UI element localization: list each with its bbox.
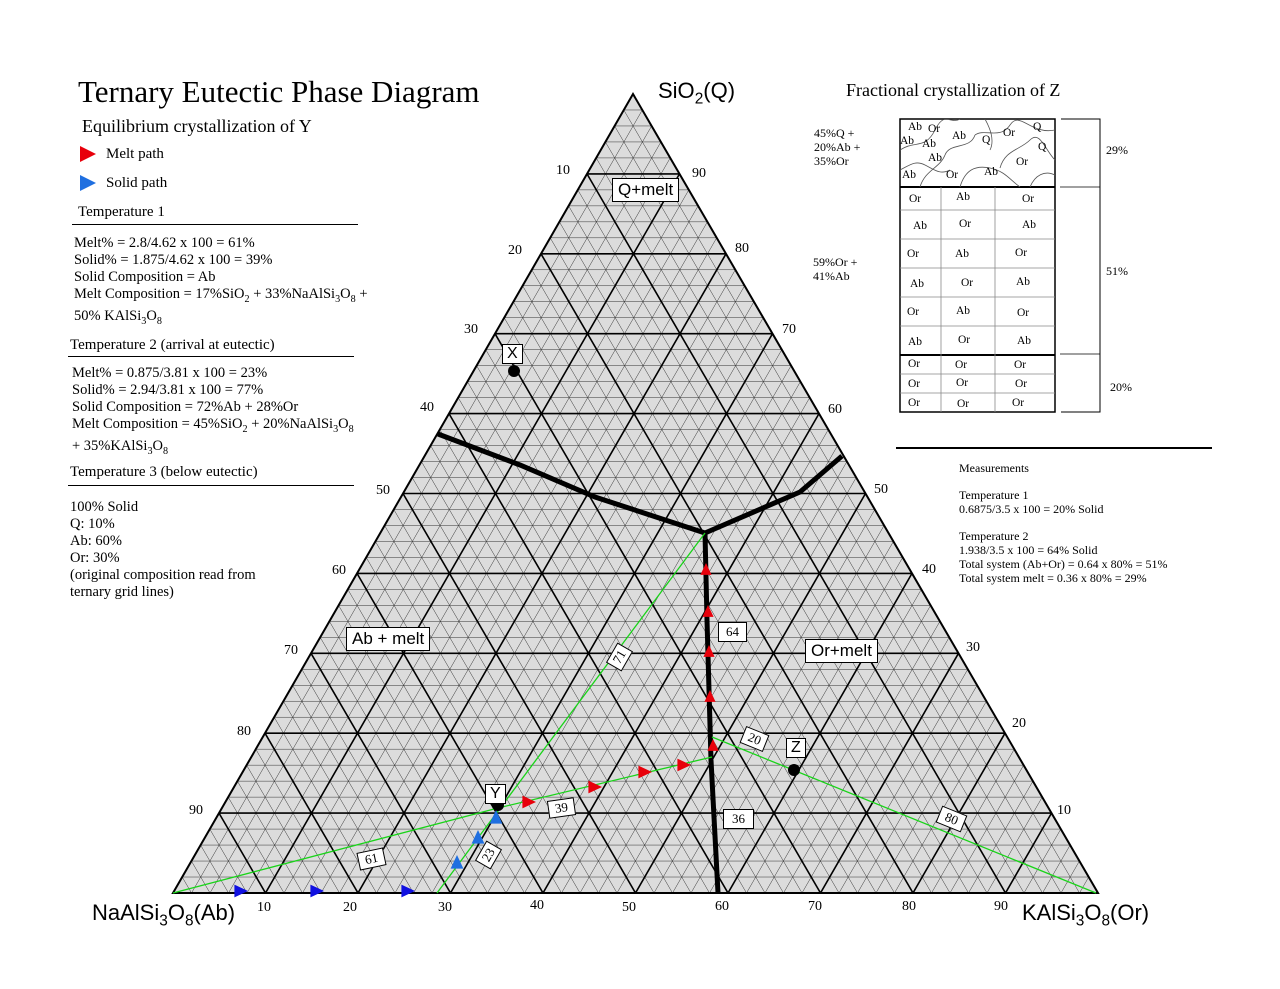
left-tick-60: 60 bbox=[332, 563, 346, 578]
temp2-text: Melt% = 0.875/3.81 x 100 = 23% Solid% = 2.94/3.81 x 100 = 77% Solid Composition = 72%Ab + 28%Or Melt Composition = $45\%SiO_2 + 20\%NaAlSi_3O_8$ + $35\%KAlSi_3O_8$ bbox=[72, 365, 354, 457]
frac-mid-cell: Ab bbox=[956, 305, 971, 317]
frac-top-mineral: Or bbox=[1003, 127, 1016, 139]
right-tick-20: 20 bbox=[1012, 716, 1026, 731]
measurements-temp2: Temperature 2 1.938/3.5 x 100 = 64% Solid Total system (Ab+Or) = 0.64 x 80% = 51% Total system melt = 0.36 x 80% = 29% bbox=[959, 529, 1168, 585]
frac-top-mineral: Ab bbox=[952, 130, 967, 142]
point-label-x: X bbox=[502, 344, 523, 364]
line-label-80: 80 bbox=[936, 806, 968, 833]
frac-bot-cell: Or bbox=[956, 377, 969, 389]
temp2-rule bbox=[68, 356, 354, 357]
vertex-label-albite: $NaAlSi_3O_8(Ab)$ bbox=[92, 900, 236, 930]
solid-path-legend-label: Solid path bbox=[106, 175, 168, 191]
frac-top-mineral: Ab bbox=[984, 166, 999, 178]
point-label-y: Y bbox=[485, 784, 506, 804]
frac-mid-cell: Ab bbox=[908, 336, 923, 348]
frac-mid-cell: Ab bbox=[910, 278, 925, 290]
fractional-title: Fractional crystallization of Z bbox=[846, 80, 1061, 100]
frac-bot-cell: Or bbox=[908, 397, 921, 409]
frac-bot-cell: Or bbox=[957, 398, 970, 410]
line-label-71: 71 bbox=[606, 643, 633, 672]
temp2-header: Temperature 2 (arrival at eutectic) bbox=[70, 337, 275, 353]
frac-mid-cell: Or bbox=[1015, 247, 1028, 259]
frac-bot-cell: Or bbox=[908, 378, 921, 390]
frac-mid-cell: Ab bbox=[1022, 219, 1037, 231]
frac-pct-51: 51% bbox=[1106, 264, 1128, 278]
frac-column-outline bbox=[900, 119, 1055, 412]
frac-top-mineral: Ab bbox=[908, 121, 923, 133]
frac-mid-cell: Or bbox=[909, 193, 922, 205]
frac-mid-cell: Or bbox=[961, 277, 974, 289]
field-label-ab-melt: Ab + melt bbox=[346, 627, 430, 651]
frac-mid-cell: Or bbox=[1022, 193, 1035, 205]
bottom-tick-30: 30 bbox=[438, 900, 452, 915]
frac-comp-mid: 59%Or + 41%Ab bbox=[813, 255, 858, 283]
vertex-label-sio2: SiO$_2$(Q) bbox=[658, 78, 736, 108]
left-tick-30: 30 bbox=[464, 322, 478, 337]
line-label-20: 20 bbox=[740, 726, 770, 752]
frac-mid-cell: Ab bbox=[955, 248, 970, 260]
temp3-rule bbox=[68, 485, 354, 486]
frac-comp-top: 45%Q + 20%Ab + 35%Or bbox=[814, 126, 861, 168]
melt-path-legend-label: Melt path bbox=[106, 146, 164, 162]
frac-bot-cell: Or bbox=[908, 358, 921, 370]
frac-mid-cell: Ab bbox=[1017, 335, 1032, 347]
frac-mid-cell: Ab bbox=[1016, 276, 1031, 288]
frac-pct-20: 20% bbox=[1110, 380, 1132, 394]
page-title: Ternary Eutectic Phase Diagram bbox=[78, 74, 480, 109]
frac-mid-cell: Or bbox=[907, 248, 920, 260]
temp3-text: 100% Solid Q: 10% Ab: 60% Or: 30% (original composition read from ternary grid lines) bbox=[70, 499, 256, 600]
right-tick-40: 40 bbox=[922, 562, 936, 577]
left-tick-10: 10 bbox=[556, 163, 570, 178]
left-tick-80: 80 bbox=[237, 724, 251, 739]
line-label-36: 36 bbox=[723, 809, 754, 829]
page-subtitle: Equilibrium crystallization of Y bbox=[82, 116, 312, 136]
frac-mid-cell: Or bbox=[959, 218, 972, 230]
right-tick-30: 30 bbox=[966, 640, 980, 655]
point-x-dot bbox=[508, 365, 520, 377]
field-label-or-melt: Or+melt bbox=[805, 639, 878, 663]
solid-path-legend-icon bbox=[80, 175, 96, 191]
temp1-header: Temperature 1 bbox=[78, 204, 165, 220]
right-tick-90: 90 bbox=[692, 166, 706, 181]
bottom-tick-20: 20 bbox=[343, 900, 357, 915]
right-tick-70: 70 bbox=[782, 322, 796, 337]
frac-top-mineral: Or bbox=[928, 123, 941, 135]
right-tick-10: 10 bbox=[1057, 803, 1071, 818]
field-label-q-melt: Q+melt bbox=[612, 178, 679, 202]
frac-top-mineral: Q bbox=[1033, 121, 1042, 133]
bottom-tick-70: 70 bbox=[808, 899, 822, 914]
frac-top-mineral: Ab bbox=[922, 138, 937, 150]
point-label-z: Z bbox=[786, 738, 806, 758]
temp1-rule bbox=[72, 224, 358, 225]
frac-pct-29: 29% bbox=[1106, 143, 1128, 157]
frac-top-mineral: Ab bbox=[902, 169, 917, 181]
bottom-tick-40: 40 bbox=[530, 898, 544, 913]
frac-bot-cell: Or bbox=[1012, 397, 1025, 409]
left-tick-90: 90 bbox=[189, 803, 203, 818]
frac-mid-cell: Or bbox=[1017, 307, 1030, 319]
frac-mid-cell: Or bbox=[958, 334, 971, 346]
measurements-temp1: Temperature 1 0.6875/3.5 x 100 = 20% Solid bbox=[959, 488, 1104, 516]
right-tick-80: 80 bbox=[735, 241, 749, 256]
frac-top-mineral: Ab bbox=[928, 152, 943, 164]
vertex-label-orthoclase: $KAlSi_3O_8(Or)$ bbox=[1022, 900, 1150, 930]
bottom-tick-60: 60 bbox=[715, 899, 729, 914]
frac-mid-cell: Ab bbox=[956, 191, 971, 203]
left-tick-40: 40 bbox=[420, 400, 434, 415]
temp3-header: Temperature 3 (below eutectic) bbox=[70, 464, 258, 480]
frac-top-mineral: Q bbox=[982, 134, 991, 146]
right-tick-50: 50 bbox=[874, 482, 888, 497]
line-label-61: 61 bbox=[356, 847, 386, 870]
frac-top-mineral: Or bbox=[946, 169, 959, 181]
frac-top-mineral: Q bbox=[1038, 141, 1047, 153]
line-label-64: 64 bbox=[718, 622, 747, 642]
measurements-header: Measurements bbox=[959, 461, 1029, 475]
frac-top-mineral: Ab bbox=[900, 135, 915, 147]
bottom-tick-80: 80 bbox=[902, 899, 916, 914]
measurements-rule bbox=[896, 447, 1212, 449]
temp1-text: Melt% = 2.8/4.62 x 100 = 61% Solid% = 1.875/4.62 x 100 = 39% Solid Composition = Ab Melt Composition = $17\%SiO_2 + 33\%NaAlSi_3O_8$ + 50% $KAlSi_3O_8$ bbox=[74, 235, 368, 327]
frac-mid-cell: Or bbox=[907, 306, 920, 318]
bottom-tick-90: 90 bbox=[994, 899, 1008, 914]
left-tick-50: 50 bbox=[376, 483, 390, 498]
frac-mid-cell: Ab bbox=[913, 220, 928, 232]
right-tick-60: 60 bbox=[828, 402, 842, 417]
frac-bracket bbox=[1061, 119, 1100, 412]
point-z-dot bbox=[788, 764, 800, 776]
frac-bot-cell: Or bbox=[1014, 359, 1027, 371]
frac-bot-cell: Or bbox=[1015, 378, 1028, 390]
bottom-tick-50: 50 bbox=[622, 900, 636, 915]
melt-path-legend-icon bbox=[80, 146, 96, 162]
left-tick-70: 70 bbox=[284, 643, 298, 658]
line-label-23: 23 bbox=[475, 841, 502, 870]
line-label-39: 39 bbox=[547, 797, 576, 819]
frac-bot-cell: Or bbox=[955, 359, 968, 371]
bottom-tick-10: 10 bbox=[257, 900, 271, 915]
frac-top-mineral: Or bbox=[1016, 156, 1029, 168]
left-tick-20: 20 bbox=[508, 243, 522, 258]
